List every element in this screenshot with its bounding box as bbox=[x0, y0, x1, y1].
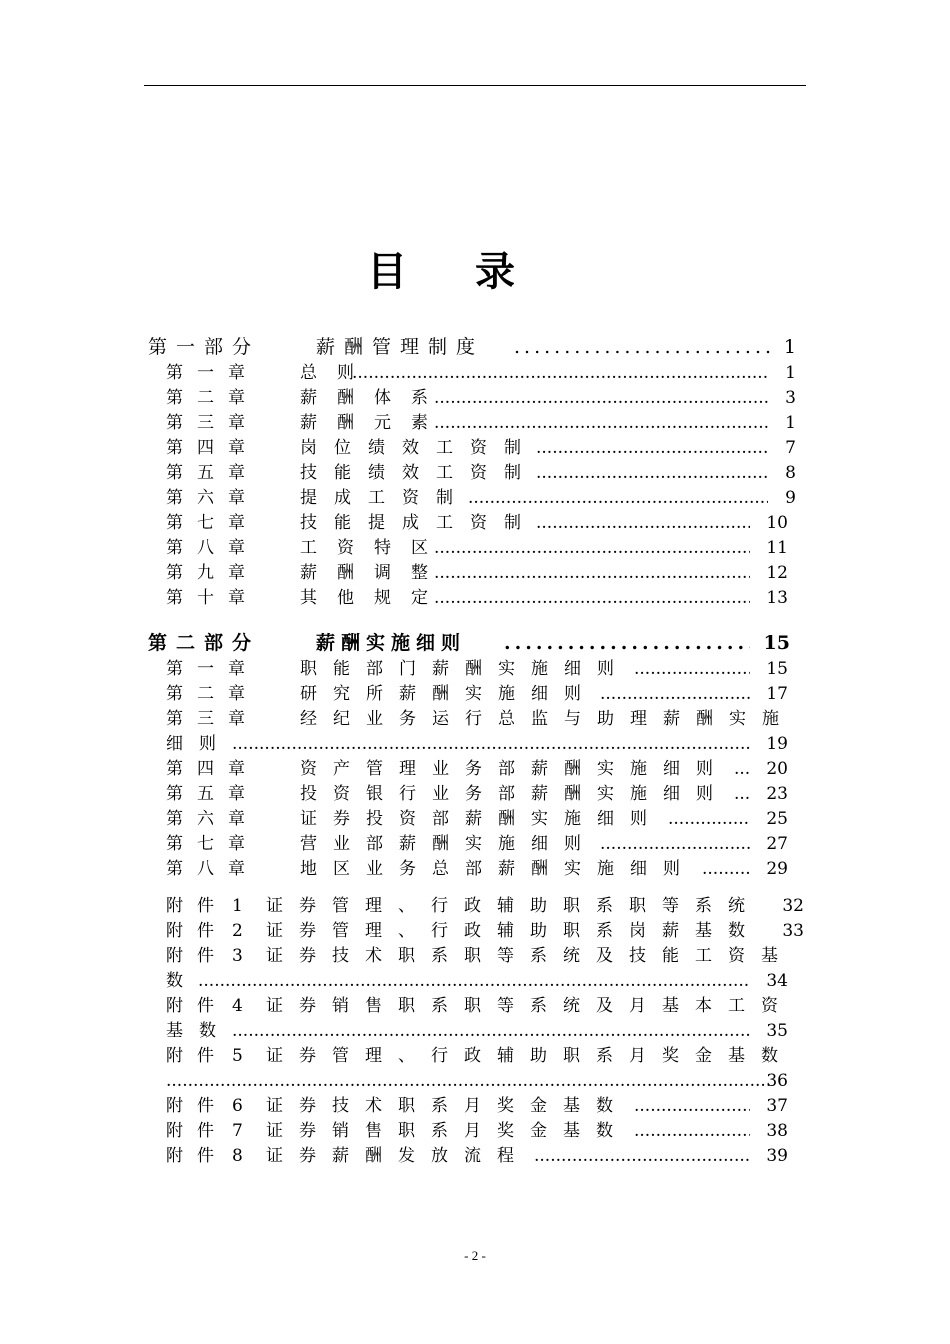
toc-appendix[interactable] bbox=[148, 1144, 808, 1169]
appendix-title: 证券技术职系职等系统及技能工资基 bbox=[266, 946, 794, 966]
appendix-label: 附件 bbox=[166, 896, 228, 916]
dot-leader bbox=[634, 1119, 750, 1144]
toc-appendix[interactable] bbox=[148, 1094, 808, 1119]
appendix-number: 1 bbox=[232, 896, 243, 916]
appendix-title-continued: 数 bbox=[166, 971, 183, 991]
chapter-label: 第二章 bbox=[166, 388, 259, 408]
appendix-title: 证券技术职系月奖金基数 bbox=[266, 1096, 629, 1116]
chapter-label: 第七章 bbox=[166, 513, 259, 533]
chapter-title: 薪酬元素 bbox=[300, 413, 448, 433]
toc-chapter[interactable] bbox=[148, 436, 808, 461]
toc-chapter[interactable] bbox=[148, 707, 808, 732]
chapter-label: 第一章 bbox=[166, 659, 259, 679]
page-ref: 23 bbox=[766, 784, 788, 804]
chapter-title: 薪酬体系 bbox=[300, 388, 448, 408]
dot-leader bbox=[232, 732, 750, 757]
chapter-title: 资产管理业务部薪酬实施细则 bbox=[300, 759, 729, 779]
table-of-contents bbox=[148, 333, 808, 1169]
chapter-title: 工资特区 bbox=[300, 538, 448, 558]
dot-leader bbox=[600, 832, 750, 857]
page-ref: 15 bbox=[763, 632, 790, 654]
chapter-title-continued: 细则 bbox=[166, 734, 232, 754]
chapter-title: 总则 bbox=[300, 363, 374, 383]
page-ref: 19 bbox=[766, 734, 788, 754]
dot-leader bbox=[434, 536, 750, 561]
appendix-label: 附件 bbox=[166, 1121, 228, 1141]
page-ref: 12 bbox=[766, 563, 788, 583]
page-number: - 2 - bbox=[464, 1248, 486, 1263]
toc-chapter[interactable] bbox=[148, 411, 808, 436]
dot-leader bbox=[434, 586, 750, 611]
dot-leader bbox=[434, 411, 768, 436]
part-title: 薪酬实施细则 bbox=[316, 632, 467, 654]
chapter-title: 岗位绩效工资制 bbox=[300, 438, 538, 458]
page-ref: 29 bbox=[766, 859, 788, 879]
chapter-title: 职能部门薪酬实施细则 bbox=[300, 659, 630, 679]
page-ref: 17 bbox=[766, 684, 788, 704]
chapter-label: 第五章 bbox=[166, 463, 259, 483]
part-label: 第一部分 bbox=[148, 336, 261, 358]
page-ref: 7 bbox=[785, 438, 796, 458]
chapter-label: 第四章 bbox=[166, 759, 259, 779]
toc-chapter[interactable] bbox=[148, 657, 808, 682]
dot-leader bbox=[702, 857, 750, 882]
toc-chapter[interactable] bbox=[148, 682, 808, 707]
toc-chapter[interactable] bbox=[148, 782, 808, 807]
appendix-label: 附件 bbox=[166, 946, 228, 966]
appendix-title: 证券管理、行政辅助职系职等系统 bbox=[266, 896, 761, 916]
chapter-label: 第八章 bbox=[166, 859, 259, 879]
chapter-label: 第八章 bbox=[166, 538, 259, 558]
toc-chapter[interactable] bbox=[148, 561, 808, 586]
appendix-title: 证券管理、行政辅助职系岗薪基数 bbox=[266, 921, 761, 941]
page-ref: 13 bbox=[766, 588, 788, 608]
chapter-title: 薪酬调整 bbox=[300, 563, 448, 583]
page-ref: 39 bbox=[766, 1146, 788, 1166]
appendix-title: 证券销售职系月奖金基数 bbox=[266, 1121, 629, 1141]
dot-leader bbox=[352, 361, 768, 386]
chapter-title: 投资银行业务部薪酬实施细则 bbox=[300, 784, 729, 804]
header-rule bbox=[144, 85, 806, 86]
chapter-label: 第三章 bbox=[166, 413, 259, 433]
dot-leader bbox=[536, 511, 750, 536]
page-ref: 38 bbox=[766, 1121, 788, 1141]
appendix-label: 附件 bbox=[166, 921, 228, 941]
appendix-title: 证券管理、行政辅助职系月奖金基数 bbox=[266, 1046, 794, 1066]
appendix-number: 7 bbox=[232, 1121, 243, 1141]
toc-appendix[interactable] bbox=[148, 894, 808, 919]
toc-part-2[interactable] bbox=[148, 629, 808, 657]
chapter-label: 第一章 bbox=[166, 363, 259, 383]
toc-appendix[interactable] bbox=[148, 1119, 808, 1144]
toc-chapter[interactable] bbox=[148, 757, 808, 782]
appendix-title: 证券销售职系职等系统及月基本工资 bbox=[266, 996, 794, 1016]
dot-leader bbox=[166, 1069, 770, 1094]
dot-leader bbox=[536, 436, 768, 461]
toc-appendix[interactable] bbox=[148, 944, 808, 969]
page-ref: 10 bbox=[766, 513, 788, 533]
dot-leader bbox=[536, 461, 768, 486]
dot-leader bbox=[198, 969, 750, 994]
toc-chapter[interactable] bbox=[148, 857, 808, 882]
page-ref: 32 bbox=[782, 896, 804, 916]
appendix-number: 6 bbox=[232, 1096, 243, 1116]
toc-appendix-continued[interactable] bbox=[148, 1019, 808, 1044]
appendix-label: 附件 bbox=[166, 1046, 228, 1066]
appendix-label: 附件 bbox=[166, 1096, 228, 1116]
appendix-number: 8 bbox=[232, 1146, 243, 1166]
dot-leader bbox=[434, 561, 750, 586]
page-ref: 33 bbox=[782, 921, 804, 941]
toc-chapter[interactable] bbox=[148, 832, 808, 857]
dot-leader bbox=[534, 1144, 750, 1169]
dot-leader bbox=[232, 1019, 750, 1044]
toc-appendix[interactable] bbox=[148, 994, 808, 1019]
toc-chapter[interactable] bbox=[148, 386, 808, 411]
dot-leader bbox=[434, 386, 768, 411]
toc-chapter[interactable] bbox=[148, 536, 808, 561]
chapter-label: 第二章 bbox=[166, 684, 259, 704]
toc-part-1[interactable] bbox=[148, 333, 808, 361]
toc-appendix[interactable] bbox=[148, 1044, 808, 1069]
dot-leader bbox=[600, 682, 750, 707]
page-ref: 11 bbox=[766, 538, 788, 558]
dot-leader bbox=[634, 657, 750, 682]
toc-chapter[interactable] bbox=[148, 461, 808, 486]
chapter-title: 其他规定 bbox=[300, 588, 448, 608]
chapter-label: 第六章 bbox=[166, 809, 259, 829]
page-ref: 9 bbox=[785, 488, 796, 508]
page-ref: 35 bbox=[766, 1021, 788, 1041]
page-ref: 3 bbox=[785, 388, 796, 408]
chapter-label: 第三章 bbox=[166, 709, 259, 729]
chapter-label: 第五章 bbox=[166, 784, 259, 804]
page-ref: 25 bbox=[766, 809, 788, 829]
page-ref: 27 bbox=[766, 834, 788, 854]
part-label: 第二部分 bbox=[148, 632, 261, 654]
chapter-title: 技能提成工资制 bbox=[300, 513, 538, 533]
page-title: 目录 bbox=[367, 249, 583, 295]
toc-appendix-continued[interactable] bbox=[148, 969, 808, 994]
page-ref: 1 bbox=[785, 413, 796, 433]
page-ref: 34 bbox=[766, 971, 788, 991]
page-ref: 37 bbox=[766, 1096, 788, 1116]
chapter-label: 第四章 bbox=[166, 438, 259, 458]
part-title: 薪酬管理制度 bbox=[316, 336, 485, 358]
chapter-title: 营业部薪酬实施细则 bbox=[300, 834, 597, 854]
page-ref: 8 bbox=[785, 463, 796, 483]
dot-leader bbox=[514, 333, 770, 361]
toc-appendix-continued[interactable] bbox=[148, 1069, 808, 1094]
chapter-label: 第六章 bbox=[166, 488, 259, 508]
dot-leader bbox=[504, 629, 750, 657]
toc-chapter[interactable] bbox=[148, 511, 808, 536]
appendix-number: 2 bbox=[232, 921, 243, 941]
toc-chapter[interactable] bbox=[148, 807, 808, 832]
page-ref: 1 bbox=[783, 336, 796, 358]
page-ref: 20 bbox=[766, 759, 788, 779]
dot-leader bbox=[468, 486, 768, 511]
appendix-number: 5 bbox=[232, 1046, 243, 1066]
chapter-label: 第七章 bbox=[166, 834, 259, 854]
appendix-number: 4 bbox=[232, 996, 243, 1016]
toc-chapter[interactable] bbox=[148, 586, 808, 611]
chapter-label: 第十章 bbox=[166, 588, 259, 608]
chapter-title: 地区业务总部薪酬实施细则 bbox=[300, 859, 696, 879]
dot-leader bbox=[634, 1094, 750, 1119]
page-ref: 15 bbox=[766, 659, 788, 679]
chapter-title: 证券投资部薪酬实施细则 bbox=[300, 809, 663, 829]
chapter-label: 第九章 bbox=[166, 563, 259, 583]
appendix-label: 附件 bbox=[166, 996, 228, 1016]
chapter-title: 研究所薪酬实施细则 bbox=[300, 684, 597, 704]
toc-chapter-continued[interactable] bbox=[148, 732, 808, 757]
chapter-title: 提成工资制 bbox=[300, 488, 470, 508]
toc-appendix[interactable] bbox=[148, 919, 808, 944]
chapter-title: 经纪业务运行总监与助理薪酬实施 bbox=[300, 709, 795, 729]
dot-leader bbox=[668, 807, 750, 832]
page-ref: 1 bbox=[785, 363, 796, 383]
page-ref: 36 bbox=[766, 1071, 788, 1091]
chapter-title: 技能绩效工资制 bbox=[300, 463, 538, 483]
appendix-label: 附件 bbox=[166, 1146, 228, 1166]
appendix-title-continued: 基数 bbox=[166, 1021, 232, 1041]
toc-chapter[interactable] bbox=[148, 486, 808, 511]
appendix-title: 证券薪酬发放流程 bbox=[266, 1146, 530, 1166]
appendix-number: 3 bbox=[232, 946, 243, 966]
toc-chapter[interactable] bbox=[148, 361, 808, 386]
